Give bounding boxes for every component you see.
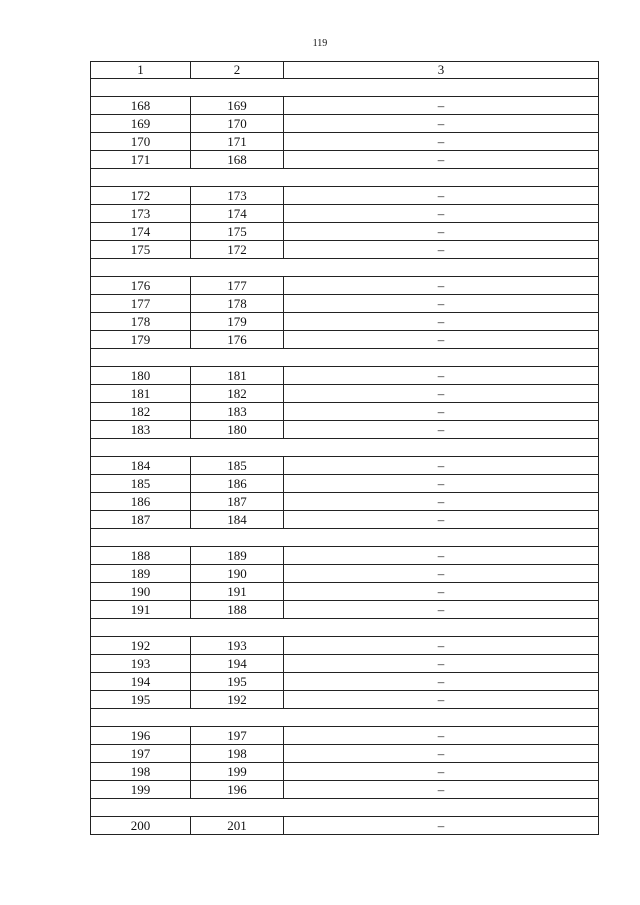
table-cell-col-3: – — [284, 565, 599, 583]
table-cell-col-1: 188 — [91, 547, 191, 565]
table-row — [91, 457, 599, 475]
table-cell-col-1: 195 — [91, 691, 191, 709]
table-cell-col-1: 170 — [91, 133, 191, 151]
table-cell-col-3: – — [284, 277, 599, 295]
table-cell-col-3: – — [284, 745, 599, 763]
table-cell-col-3: – — [284, 367, 599, 385]
table-cell-col-3: – — [284, 421, 599, 439]
table-cell-col-2: 181 — [191, 367, 284, 385]
table-cell-col-3: – — [284, 151, 599, 169]
table-cell-col-1: 196 — [91, 727, 191, 745]
table-cell-col-3: – — [284, 457, 599, 475]
separator-cell — [91, 529, 599, 547]
separator-cell — [91, 439, 599, 457]
table-cell-col-1: 178 — [91, 313, 191, 331]
group-separator-row — [91, 799, 599, 817]
table-cell-col-2: 169 — [191, 97, 284, 115]
table-cell-col-2: 180 — [191, 421, 284, 439]
table-row — [91, 277, 599, 295]
table-body — [91, 62, 599, 835]
table-cell-col-2: 197 — [191, 727, 284, 745]
table-row — [91, 403, 599, 421]
table-cell-col-1: 174 — [91, 223, 191, 241]
table-cell-col-1: 184 — [91, 457, 191, 475]
table-cell-col-2: 195 — [191, 673, 284, 691]
table-row — [91, 367, 599, 385]
table-cell-col-2: 168 — [191, 151, 284, 169]
table-cell-col-3: – — [284, 727, 599, 745]
table-cell-col-2: 173 — [191, 187, 284, 205]
table-cell-col-2: 179 — [191, 313, 284, 331]
table-cell-col-2: 182 — [191, 385, 284, 403]
table-cell-col-1: 189 — [91, 565, 191, 583]
table-cell-col-2: 189 — [191, 547, 284, 565]
table-cell-col-1: 173 — [91, 205, 191, 223]
table-cell-col-3: – — [284, 601, 599, 619]
table-cell-col-1: 192 — [91, 637, 191, 655]
data-table — [90, 61, 599, 835]
group-separator-row — [91, 619, 599, 637]
table-cell-col-3: – — [284, 115, 599, 133]
table-cell-col-1: 187 — [91, 511, 191, 529]
table-cell-col-2: 171 — [191, 133, 284, 151]
table-cell-col-2: 193 — [191, 637, 284, 655]
table-cell-col-3: – — [284, 187, 599, 205]
table-cell-col-2: 174 — [191, 205, 284, 223]
table-row — [91, 331, 599, 349]
table-cell-col-3: – — [284, 673, 599, 691]
group-separator-row — [91, 349, 599, 367]
table-cell-col-3: – — [284, 223, 599, 241]
table-cell-col-2: 178 — [191, 295, 284, 313]
table-cell-col-1: 172 — [91, 187, 191, 205]
table-cell-col-1: 183 — [91, 421, 191, 439]
separator-cell — [91, 259, 599, 277]
table-cell-col-2: 194 — [191, 655, 284, 673]
table-row — [91, 133, 599, 151]
table-row — [91, 781, 599, 799]
table-row — [91, 817, 599, 835]
table-cell-col-3: – — [284, 313, 599, 331]
table-cell-col-2: 187 — [191, 493, 284, 511]
table-row — [91, 187, 599, 205]
table-cell-col-3: – — [284, 385, 599, 403]
table-cell-col-2: 191 — [191, 583, 284, 601]
table-cell-col-3: – — [284, 331, 599, 349]
table-cell-col-2: 188 — [191, 601, 284, 619]
table-row — [91, 475, 599, 493]
table-cell-col-2: 186 — [191, 475, 284, 493]
table-row — [91, 763, 599, 781]
table-row — [91, 727, 599, 745]
table-row — [91, 151, 599, 169]
table-row — [91, 547, 599, 565]
table-row — [91, 223, 599, 241]
table-cell-col-3: – — [284, 295, 599, 313]
table-cell-col-2: 184 — [191, 511, 284, 529]
table-cell-col-3: – — [284, 475, 599, 493]
table-cell-col-3: – — [284, 403, 599, 421]
table-cell-col-1: 194 — [91, 673, 191, 691]
table-row — [91, 421, 599, 439]
table-cell-col-1: 175 — [91, 241, 191, 259]
table-cell-col-1: 169 — [91, 115, 191, 133]
table-cell-col-1: 171 — [91, 151, 191, 169]
separator-cell — [91, 169, 599, 187]
table-cell-col-1: 182 — [91, 403, 191, 421]
table-cell-col-3: – — [284, 241, 599, 259]
group-separator-row — [91, 439, 599, 457]
table-row — [91, 637, 599, 655]
table-cell-col-2: 183 — [191, 403, 284, 421]
table-cell-col-1: 176 — [91, 277, 191, 295]
column-header-1: 1 — [91, 62, 191, 79]
table-row — [91, 511, 599, 529]
group-separator-row — [91, 259, 599, 277]
table-row — [91, 385, 599, 403]
table-row — [91, 673, 599, 691]
table-cell-col-2: 172 — [191, 241, 284, 259]
table-row — [91, 295, 599, 313]
table-cell-col-2: 199 — [191, 763, 284, 781]
group-separator-row — [91, 169, 599, 187]
table-cell-col-3: – — [284, 583, 599, 601]
table-cell-col-3: – — [284, 205, 599, 223]
table-cell-col-2: 185 — [191, 457, 284, 475]
table-cell-col-1: 191 — [91, 601, 191, 619]
table-cell-col-3: – — [284, 547, 599, 565]
table-cell-col-3: – — [284, 763, 599, 781]
table-cell-col-1: 190 — [91, 583, 191, 601]
table-cell-col-1: 200 — [91, 817, 191, 835]
table-row — [91, 565, 599, 583]
table-row — [91, 313, 599, 331]
table-cell-col-1: 199 — [91, 781, 191, 799]
table-cell-col-3: – — [284, 493, 599, 511]
separator-cell — [91, 619, 599, 637]
table-cell-col-1: 168 — [91, 97, 191, 115]
table-cell-col-2: 177 — [191, 277, 284, 295]
table-cell-col-2: 196 — [191, 781, 284, 799]
table-cell-col-2: 170 — [191, 115, 284, 133]
table-cell-col-2: 176 — [191, 331, 284, 349]
table-cell-col-2: 198 — [191, 745, 284, 763]
table-row — [91, 493, 599, 511]
table-cell-col-3: – — [284, 691, 599, 709]
table-cell-col-1: 193 — [91, 655, 191, 673]
separator-cell — [91, 79, 599, 97]
table-row — [91, 655, 599, 673]
separator-cell — [91, 799, 599, 817]
separator-cell — [91, 709, 599, 727]
table-row — [91, 241, 599, 259]
table-row — [91, 691, 599, 709]
column-header-3: 3 — [284, 62, 599, 79]
table-cell-col-2: 192 — [191, 691, 284, 709]
group-separator-row — [91, 79, 599, 97]
table-row — [91, 205, 599, 223]
group-separator-row — [91, 529, 599, 547]
separator-cell — [91, 349, 599, 367]
table-cell-col-1: 186 — [91, 493, 191, 511]
table-row — [91, 601, 599, 619]
table-row — [91, 115, 599, 133]
table-cell-col-3: – — [284, 511, 599, 529]
page-number: 119 — [312, 38, 328, 49]
table-row — [91, 583, 599, 601]
table-cell-col-1: 177 — [91, 295, 191, 313]
table-cell-col-3: – — [284, 817, 599, 835]
table-header-row — [91, 62, 599, 79]
table-row — [91, 745, 599, 763]
column-header-2: 2 — [191, 62, 284, 79]
table-cell-col-2: 175 — [191, 223, 284, 241]
group-separator-row — [91, 709, 599, 727]
table-cell-col-2: 190 — [191, 565, 284, 583]
table-cell-col-1: 179 — [91, 331, 191, 349]
table-cell-col-1: 197 — [91, 745, 191, 763]
table-cell-col-3: – — [284, 781, 599, 799]
table-cell-col-1: 181 — [91, 385, 191, 403]
table-cell-col-1: 185 — [91, 475, 191, 493]
table-cell-col-1: 198 — [91, 763, 191, 781]
table-cell-col-3: – — [284, 133, 599, 151]
table-cell-col-3: – — [284, 637, 599, 655]
table-row — [91, 97, 599, 115]
table-cell-col-1: 180 — [91, 367, 191, 385]
table-cell-col-3: – — [284, 97, 599, 115]
table-cell-col-3: – — [284, 655, 599, 673]
table-cell-col-2: 201 — [191, 817, 284, 835]
